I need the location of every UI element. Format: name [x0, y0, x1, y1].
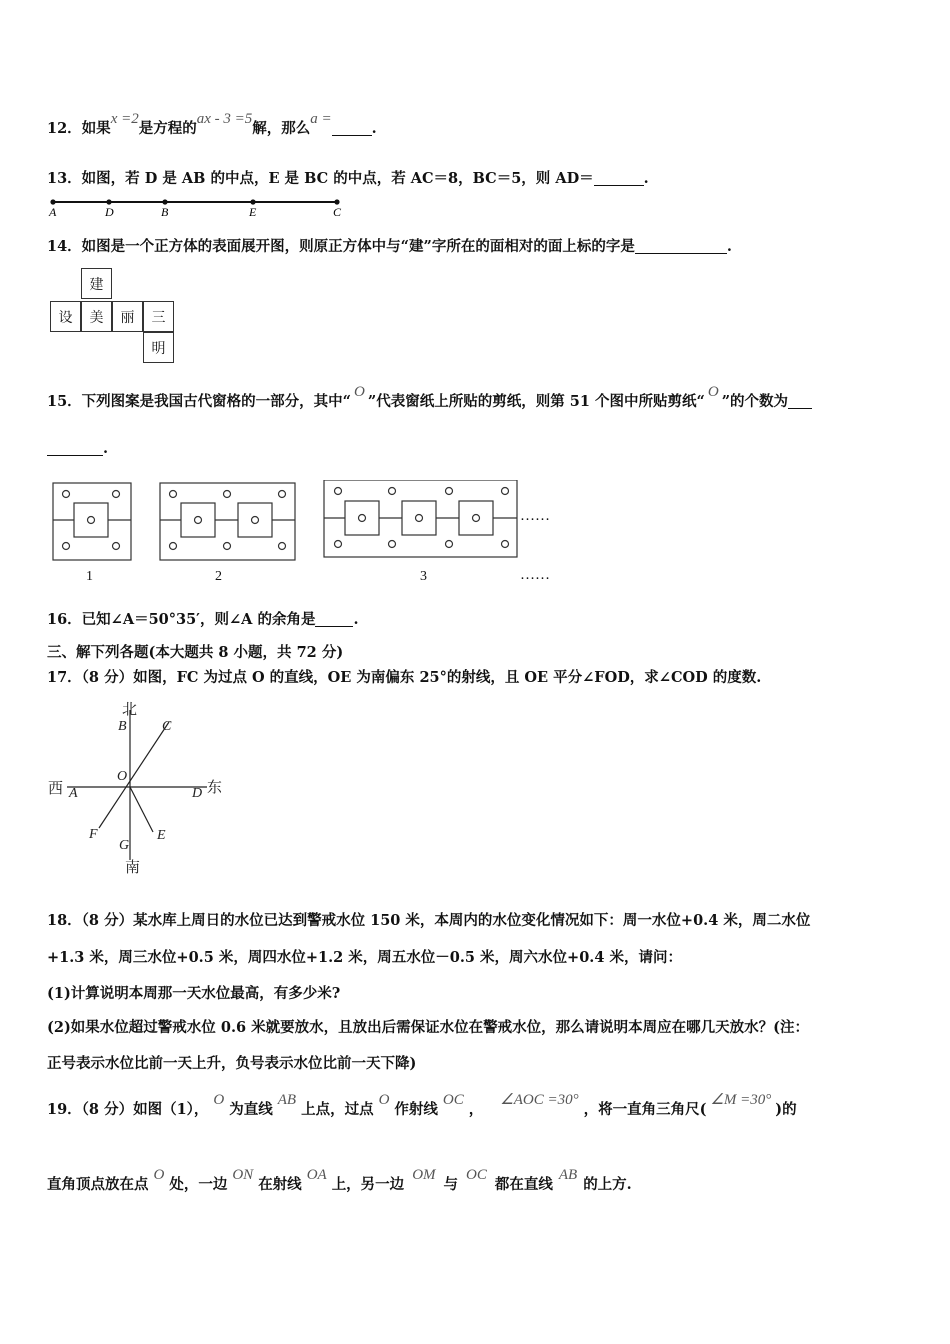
label-e: E	[157, 828, 166, 843]
q19-math-on: ON	[232, 1167, 254, 1183]
q19-text-9: 处，一边	[169, 1176, 228, 1193]
cube-net	[50, 268, 180, 363]
q15-answer-blank-2[interactable]	[47, 441, 103, 456]
q19-math-o-3: O	[153, 1167, 165, 1183]
q12-math-equation: ax - 3 =5	[196, 111, 253, 127]
q12-math-a: a =	[310, 111, 332, 127]
q19-text-12: 与	[443, 1176, 459, 1193]
question-18-line-1: 18．（8 分）某水库上周日的水位已达到警戒水位 150 米，本周内的水位变化情况如下：周一水位+0.4 米，周二水位	[47, 912, 811, 929]
q19-text-2: 为直线	[229, 1101, 273, 1118]
pattern-label-3: 3	[420, 569, 427, 584]
label-o: O	[117, 769, 128, 784]
q13-label-e: E	[249, 205, 257, 219]
label-c: C	[162, 719, 172, 734]
pattern-ellipsis-2: ……	[520, 567, 550, 583]
question-19-line-1	[47, 1092, 797, 1119]
q15-period: .	[103, 440, 109, 457]
question-17: 17．（8 分）如图，FC 为过点 O 的直线，OE 为南偏东 25°的射线，且 OE 平分∠FOD，求∠COD 的度数.	[47, 669, 762, 686]
q19-text-7: )的	[775, 1101, 797, 1118]
label-a: A	[69, 786, 78, 801]
q16-text: 16．已知∠A＝50°35′，则∠A 的余角是	[47, 611, 316, 628]
q15-text-2: ”代表窗纸上所贴的剪纸，则第 51 个图中所贴剪纸“	[367, 393, 705, 410]
q13-answer-blank[interactable]	[594, 171, 644, 186]
q13-point-a	[50, 199, 55, 204]
pattern-label-1: 1	[86, 569, 93, 584]
q19-text-10: 在射线	[258, 1176, 302, 1193]
question-16	[47, 608, 359, 629]
pattern-2-square-2	[238, 503, 272, 537]
q19-text-6: ，将一直角三角尺(	[583, 1101, 707, 1118]
q12-text-1: 如果	[81, 120, 111, 137]
q14-period: .	[726, 238, 732, 255]
question-18-part-2: (2)如果水位超过警戒水位 0.6 米就要放水，且放出后需保证水位在警戒水位，那么请说明本周应在哪几天放水？(注：	[47, 1019, 809, 1036]
label-south: 南	[125, 858, 141, 876]
question-12	[47, 111, 377, 138]
label-f: F	[89, 827, 98, 842]
pattern-2-frame	[160, 483, 295, 560]
q13-label-c: C	[333, 205, 342, 219]
pattern-3-frame	[324, 480, 517, 557]
q19-math-oc-2: OC	[466, 1167, 487, 1183]
cube-face-1: 设	[50, 301, 81, 332]
q19-text-11: 上，另一边	[331, 1176, 405, 1193]
label-d: D	[192, 786, 203, 801]
q19-text-14: 的上方.	[583, 1176, 632, 1193]
pattern-3-square-3	[459, 501, 493, 535]
question-15	[47, 384, 812, 411]
q12-text-2: 是方程的	[138, 120, 197, 137]
q19-text-5: ，	[468, 1101, 484, 1118]
q19-math-om: OM	[412, 1167, 436, 1183]
q12-number: 12．	[47, 120, 82, 137]
cube-face-bottom: 明	[143, 332, 174, 363]
q19-math-oa: OA	[306, 1167, 327, 1183]
q12-text-3: 解，那么	[252, 120, 311, 137]
q15-answer-blank-1[interactable]	[788, 394, 812, 409]
q19-math-o: O	[213, 1092, 225, 1108]
q19-math-oc: OC	[442, 1092, 464, 1108]
question-18-part-1: (1)计算说明本周那一天水位最高，有多少米?	[47, 985, 341, 1002]
label-b: B	[118, 719, 127, 734]
q13-period: .	[643, 170, 649, 187]
q15-circle-symbol-2: O	[707, 384, 719, 400]
q15-text-1: 15．下列图案是我国古代窗格的一部分，其中“	[47, 393, 352, 410]
pattern-ellipsis-1: ……	[520, 508, 550, 524]
q13-point-b	[162, 199, 167, 204]
q19-math-angle-m: ∠M =30°	[710, 1092, 772, 1108]
q19-math-angle-aoc: ∠AOC =30°	[500, 1092, 579, 1108]
question-19-line-2	[47, 1167, 632, 1194]
q16-period: .	[353, 611, 359, 628]
q19-text-8: 直角顶点放在点	[47, 1176, 149, 1193]
q13-label-a: A	[49, 205, 57, 219]
q13-label-d: D	[105, 205, 114, 219]
ray-oe	[130, 787, 153, 832]
q13-point-d	[106, 199, 111, 204]
q14-text: 14．如图是一个正方体的表面展开图，则原正方体中与“建”字所在的面相对的面上标的字是	[47, 238, 635, 255]
q15-text-3: ”的个数为	[721, 393, 789, 410]
q19-math-ab-2: AB	[558, 1167, 578, 1183]
question-14	[47, 235, 732, 256]
q14-answer-blank[interactable]	[635, 239, 727, 254]
q13-text: 13．如图，若 D 是 AB 的中点，E 是 BC 的中点，若 AC＝8，BC＝5，则 AD＝	[47, 170, 594, 187]
q13-label-b: B	[161, 205, 169, 219]
label-west: 西	[48, 779, 64, 797]
q19-text-3: 上点，过点	[301, 1101, 374, 1118]
q13-line-diagram	[45, 196, 355, 220]
q12-period: .	[371, 120, 377, 137]
q19-math-ab: AB	[277, 1092, 297, 1108]
q12-answer-blank[interactable]	[332, 121, 372, 136]
cube-face-4: 三	[143, 301, 174, 332]
label-north: 北	[122, 700, 138, 718]
pattern-label-2: 2	[215, 569, 222, 584]
q19-math-o-2: O	[378, 1092, 390, 1108]
q19-text-1: 19．（8 分）如图（1），	[47, 1101, 209, 1118]
pattern-3-square-1	[345, 501, 379, 535]
q16-answer-blank[interactable]	[315, 612, 353, 627]
q15-circle-symbol: O	[354, 384, 365, 400]
question-13	[47, 167, 649, 188]
label-east: 东	[207, 778, 223, 796]
pattern-1-square	[74, 503, 108, 537]
pattern-3-square-2	[402, 501, 436, 535]
q12-math-x: x =2	[110, 111, 139, 127]
cube-face-3: 丽	[112, 301, 143, 332]
section-3-heading: 三、解下列各题(本大题共 8 小题，共 72 分)	[47, 644, 344, 661]
cube-face-top: 建	[81, 268, 112, 299]
q19-text-13: 都在直线	[494, 1176, 553, 1193]
label-g: G	[119, 838, 130, 853]
line-fc	[99, 722, 169, 828]
pattern-2-square-1	[181, 503, 215, 537]
q13-point-e	[250, 199, 255, 204]
question-15-cont	[47, 440, 108, 457]
window-pattern-figure	[50, 480, 570, 565]
question-18-note: 正号表示水位比前一天上升，负号表示水位比前一天下降)	[47, 1055, 417, 1072]
question-18-line-2: +1.3 米，周三水位+0.5 米，周四水位+1.2 米，周五水位－0.5 米，周六水位+0.4 米，请问：	[47, 949, 682, 966]
q13-point-c	[334, 199, 339, 204]
q17-compass-diagram	[45, 698, 235, 878]
q19-text-4: 作射线	[394, 1101, 438, 1118]
cube-face-2: 美	[81, 301, 112, 332]
